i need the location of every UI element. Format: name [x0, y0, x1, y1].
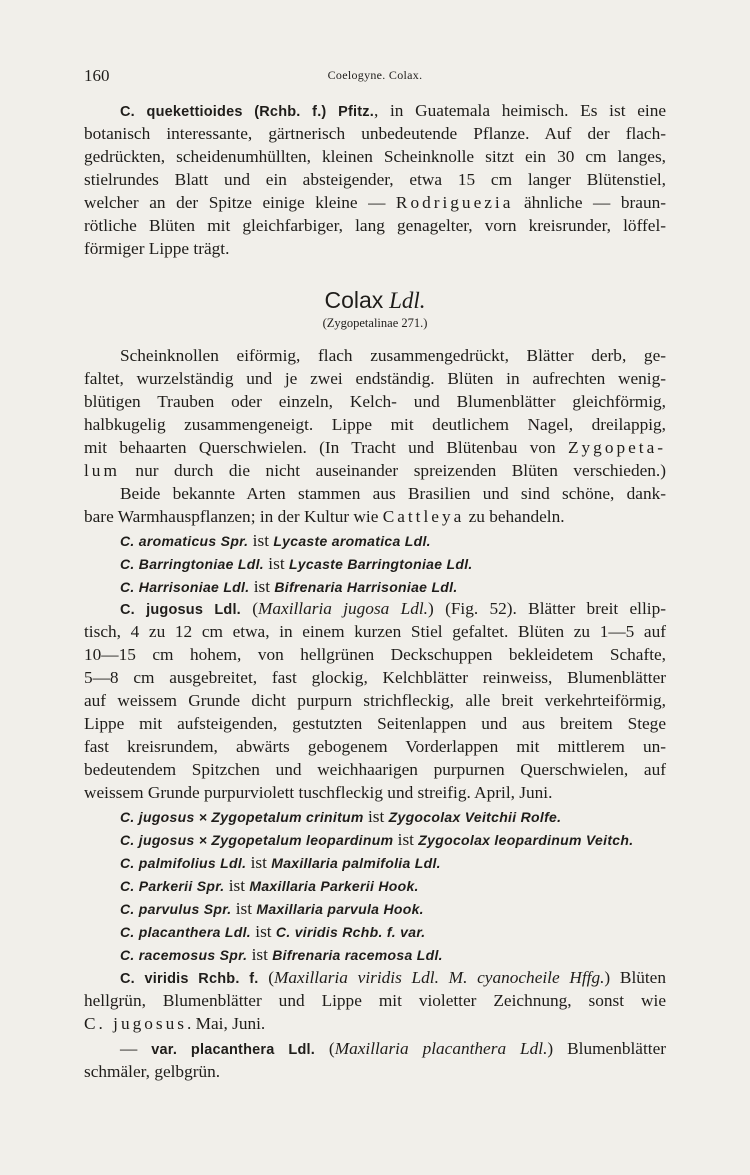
synonym-entry: C. aromaticus Spr. ist Lycaste aromatica Ldl.: [120, 531, 431, 550]
spaced-genus-name: C. jugosus: [84, 1014, 187, 1033]
intro-line: stielrundes Blatt und ein absteigender, etwa 15 cm langer Blütenstiel,: [84, 170, 666, 189]
species-name: C. jugosus Ldl.: [120, 602, 241, 618]
species-line: hellgrün, Blumenblätter und Lippe mit violetter Zeichnung, sonst wie: [84, 991, 666, 1010]
species-line: auf weissem Grunde dicht purpurn strichfleckig, alle breit verkehrteiförmig,: [84, 691, 666, 710]
synonym-entry: C. palmifolius Ldl. ist Maxillaria palmifolia Ldl.: [120, 853, 441, 872]
species-line: bedeutendem Spitzchen und weichhaarigen purpurnen Querschwielen, auf: [84, 760, 666, 779]
species-line: 10—15 cm hohem, von hellgrünen Deckschuppen bekleidetem Schafte,: [84, 645, 666, 664]
running-header: [84, 66, 666, 88]
species-name: C. quekettioides (Rchb. f.) Pfitz.: [120, 104, 374, 120]
species-line: fast kreisrundem, abwärts gebogenem Vorderlappen mit mittlerem un-: [84, 737, 666, 756]
spaced-genus-name: Cattleya: [382, 507, 465, 526]
intro-line: förmiger Lippe trägt.: [84, 239, 230, 258]
intro-line: rötliche Blüten mit gleichfarbiger, lang genagelter, vorn kreisrunder, löffel-: [84, 216, 666, 235]
genus-author: Ldl.: [389, 288, 426, 313]
running-title: Coelogyne. Colax.: [327, 68, 423, 82]
spaced-genus-name: Zygopeta-: [567, 438, 666, 457]
description-line: blütigen Trauben oder einzeln, Kelch- und Blumenblätter gleichförmig,: [84, 392, 666, 411]
species-line: C. viridis Rchb. f. (Maxillaria viridis Ldl. M. cyanocheile Hffg.) Blüten: [120, 968, 666, 987]
description-line: lum nur durch die nicht auseinander spreizenden Blüten verschieden.): [84, 461, 666, 480]
description-line: Scheinknollen eiförmig, flach zusammengedrückt, Blätter derb, ge-: [120, 346, 666, 365]
species-line: C. jugosus. Mai, Juni.: [84, 1014, 266, 1033]
description-line: faltet, wurzelständig und je zwei endständig. Blüten in aufrechten wenig-: [84, 369, 666, 388]
synonym-entry: C. Parkerii Spr. ist Maxillaria Parkerii Hook.: [120, 876, 419, 895]
species-line: tisch, 4 zu 12 cm etwa, in einem kurzen Stiel gefaltet. Blüten zu 1—5 auf: [84, 622, 666, 641]
genus-heading: [84, 286, 666, 315]
synonym-entry: C. Harrisoniae Ldl. ist Bifrenaria Harrisoniae Ldl.: [120, 577, 458, 596]
description-line: Beide bekannte Arten stammen aus Brasilien und sind schöne, dank-: [120, 484, 666, 503]
species-name: C. viridis Rchb. f.: [120, 971, 259, 987]
description-line: bare Warmhauspflanzen; in der Kultur wie Cattleya zu behandeln.: [84, 507, 565, 526]
species-line: Lippe mit aufsteigenden, gestutzten Seitenlappen und aus breitem Stege: [84, 714, 666, 733]
spaced-genus-name: Rodriguezia: [395, 193, 514, 212]
page-number: 160: [84, 66, 110, 85]
variety-line: — var. placanthera Ldl. (Maxillaria placanthera Ldl.) Blumenblätter: [120, 1039, 667, 1058]
intro-line: welcher an der Spitze einige kleine — Rodriguezia ähnliche — braun-: [84, 193, 666, 212]
synonym-entry: C. Barringtoniae Ldl. ist Lycaste Barringtoniae Ldl.: [120, 554, 473, 573]
genus-subheading: (Zygopetalinae 271.): [322, 316, 428, 330]
intro-line: gedrückten, scheidenumhüllten, kleinen Scheinknolle sitzt ein 30 cm langes,: [84, 147, 666, 166]
synonym-entry: C. placanthera Ldl. ist C. viridis Rchb. f. var.: [120, 922, 426, 941]
species-line: 5—8 cm ausgebreitet, fast glockig, Kelchblätter reinweiss, Blumenblätter: [84, 668, 666, 687]
species-line: weissem Grunde purpurviolett tuschfleckig und streifig. April, Juni.: [84, 783, 553, 802]
synonym-entry: C. parvulus Spr. ist Maxillaria parvula Hook.: [120, 899, 424, 918]
description-line: mit behaarten Querschwielen. (In Tracht und Blütenbau von Zygopeta-: [84, 438, 666, 457]
genus-name: Colax: [324, 287, 384, 313]
spaced-genus-name: lum: [84, 461, 120, 480]
species-line: C. jugosus Ldl. (Maxillaria jugosa Ldl.) (Fig. 52). Blätter breit ellip-: [120, 599, 666, 618]
intro-line: C. quekettioides (Rchb. f.) Pfitz., in Guatemala heimisch. Es ist eine: [120, 101, 666, 120]
intro-line: botanisch interessante, gärtnerisch unbedeutende Pflanze. Auf der flach-: [84, 124, 666, 143]
variety-name: var. placanthera Ldl.: [151, 1042, 315, 1058]
synonym-entry: C. jugosus × Zygopetalum crinitum ist Zygocolax Veitchii Rolfe.: [120, 807, 562, 826]
synonym-entry: C. jugosus × Zygopetalum leopardinum ist Zygocolax leopardinum Veitch.: [120, 830, 634, 849]
synonym-entry: C. racemosus Spr. ist Bifrenaria racemosa Ldl.: [120, 945, 443, 964]
variety-line: schmäler, gelbgrün.: [84, 1062, 221, 1081]
description-line: halbkugelig zusammengeneigt. Lippe mit deutlichem Nagel, dreilappig,: [84, 415, 666, 434]
